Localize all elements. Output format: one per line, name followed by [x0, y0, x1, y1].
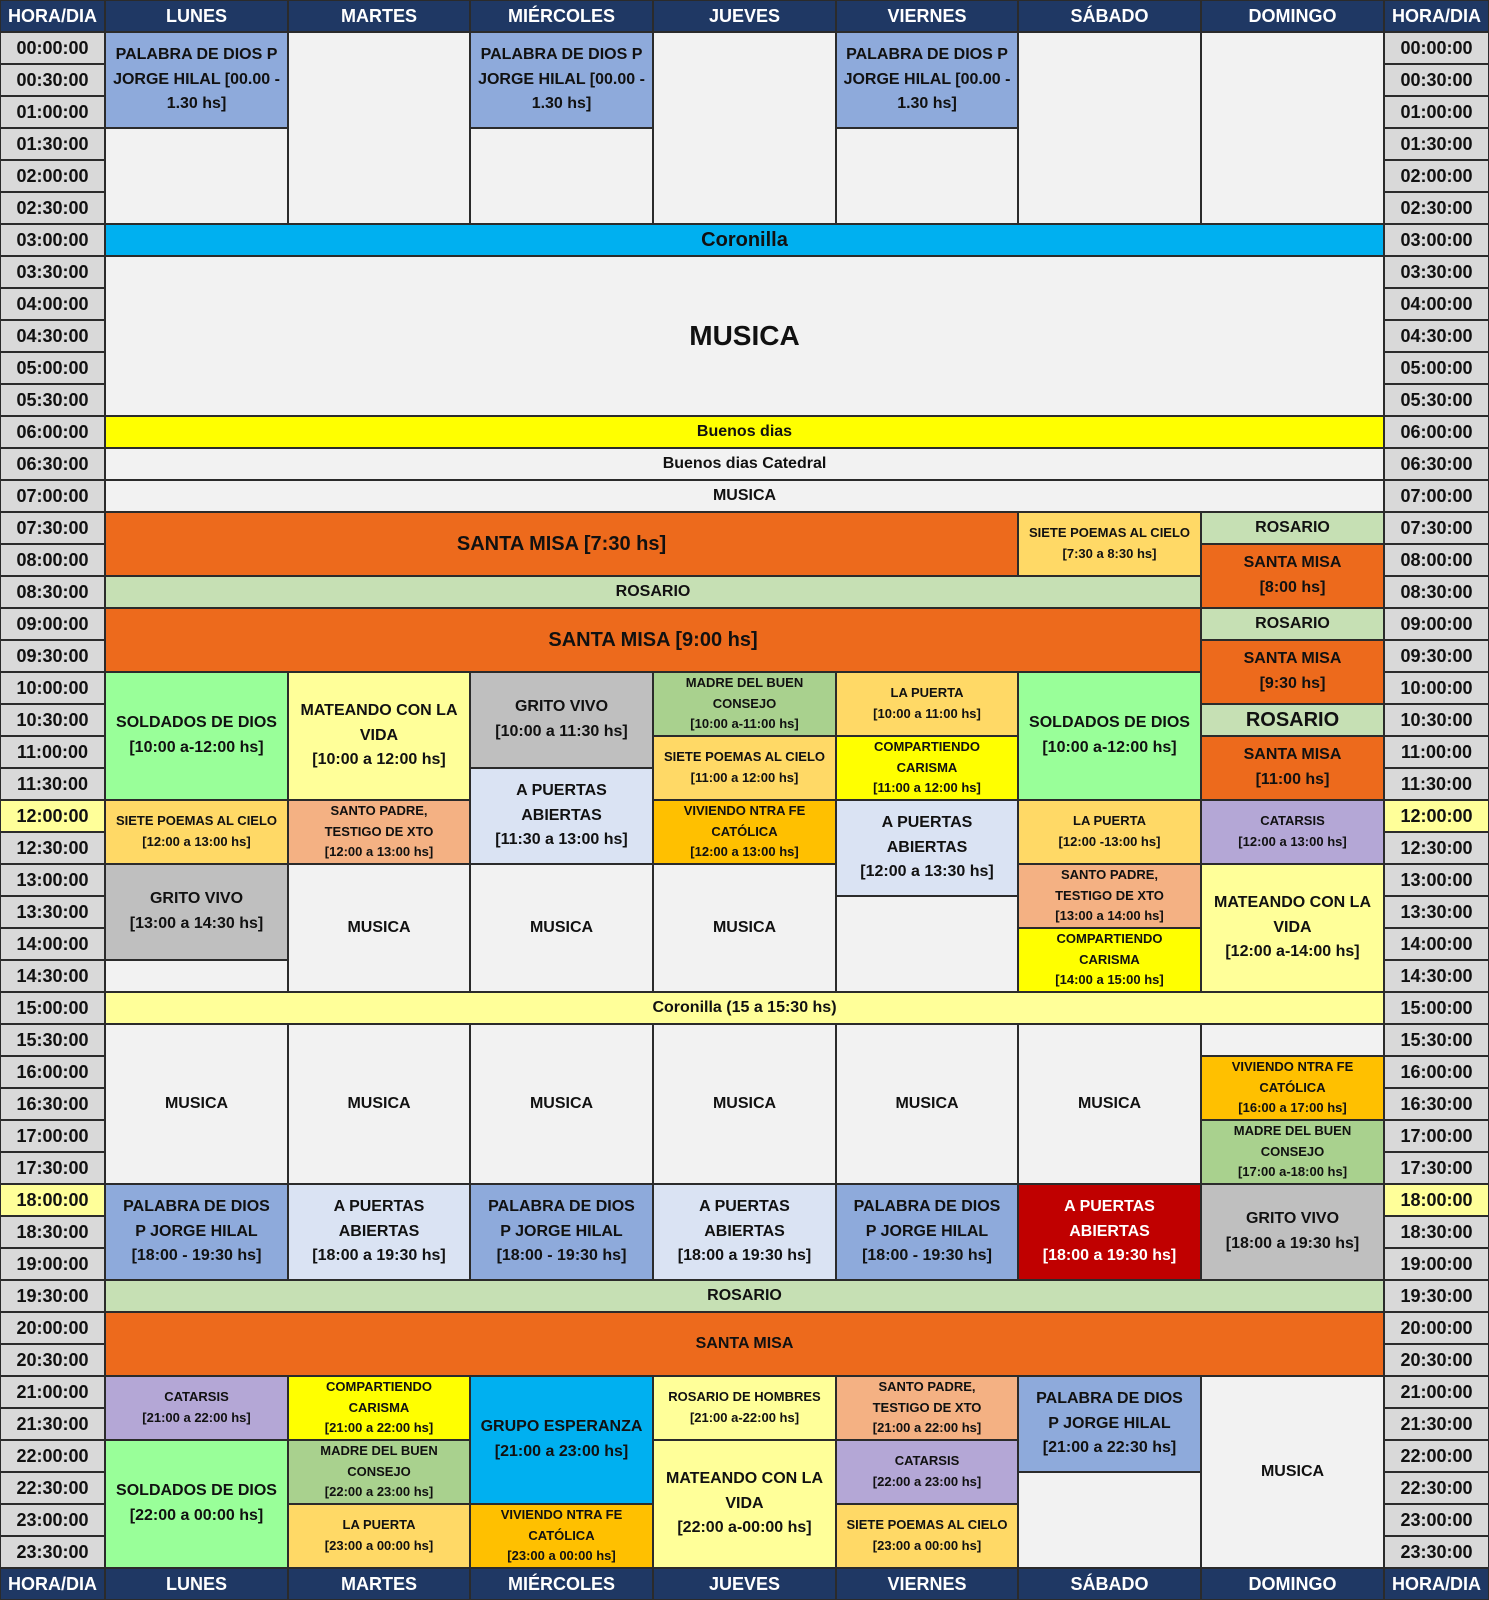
header-cell-3: MIÉRCOLES — [470, 0, 653, 32]
program-cell: PALABRA DE DIOS P JORGE HILAL [18:00 - 19:30 hs] — [105, 1184, 288, 1280]
program-cell: LA PUERTA [10:00 a 11:00 hs] — [836, 672, 1018, 736]
time-cell-left: 16:00:00 — [0, 1056, 105, 1088]
program-cell: SANTA MISA [8:00 hs] — [1201, 544, 1384, 608]
time-cell-left: 03:00:00 — [0, 224, 105, 256]
program-cell: SOLDADOS DE DIOS [10:00 a-12:00 hs] — [1018, 672, 1201, 800]
time-cell-right: 00:30:00 — [1384, 64, 1489, 96]
time-cell-right: 23:30:00 — [1384, 1536, 1489, 1568]
time-cell-left: 13:00:00 — [0, 864, 105, 896]
time-cell-left: 16:30:00 — [0, 1088, 105, 1120]
header-cell-0: HORA/DIA — [0, 0, 105, 32]
time-cell-left: 23:30:00 — [0, 1536, 105, 1568]
time-cell-right: 17:00:00 — [1384, 1120, 1489, 1152]
time-cell-left: 22:30:00 — [0, 1472, 105, 1504]
time-cell-right: 01:30:00 — [1384, 128, 1489, 160]
time-cell-left: 04:30:00 — [0, 320, 105, 352]
empty-cell — [1018, 1472, 1201, 1568]
time-cell-left: 15:00:00 — [0, 992, 105, 1024]
time-cell-left: 14:30:00 — [0, 960, 105, 992]
time-cell-right: 22:30:00 — [1384, 1472, 1489, 1504]
program-cell: MATEANDO CON LA VIDA [12:00 a-14:00 hs] — [1201, 864, 1384, 992]
time-cell-left: 00:00:00 — [0, 32, 105, 64]
empty-cell — [836, 896, 1018, 992]
program-cell: GRUPO ESPERANZA [21:00 a 23:00 hs] — [470, 1376, 653, 1504]
program-cell: GRITO VIVO [10:00 a 11:30 hs] — [470, 672, 653, 768]
program-cell: GRITO VIVO [13:00 a 14:30 hs] — [105, 864, 288, 960]
time-cell-right: 17:30:00 — [1384, 1152, 1489, 1184]
empty-cell — [105, 128, 288, 224]
program-cell: MUSICA — [470, 1024, 653, 1184]
time-cell-right: 09:30:00 — [1384, 640, 1489, 672]
time-cell-right: 05:00:00 — [1384, 352, 1489, 384]
time-cell-right: 21:30:00 — [1384, 1408, 1489, 1440]
footer-cell-4: JUEVES — [653, 1568, 836, 1600]
time-cell-right: 11:30:00 — [1384, 768, 1489, 800]
program-cell: Buenos dias Catedral — [105, 448, 1384, 480]
time-cell-left: 10:00:00 — [0, 672, 105, 704]
program-cell: LA PUERTA [12:00 -13:00 hs] — [1018, 800, 1201, 864]
time-cell-left: 11:00:00 — [0, 736, 105, 768]
time-cell-left: 09:30:00 — [0, 640, 105, 672]
time-cell-right: 03:00:00 — [1384, 224, 1489, 256]
time-cell-left: 18:30:00 — [0, 1216, 105, 1248]
time-cell-left: 05:30:00 — [0, 384, 105, 416]
program-cell: SIETE POEMAS AL CIELO [7:30 a 8:30 hs] — [1018, 512, 1201, 576]
time-cell-right: 13:00:00 — [1384, 864, 1489, 896]
program-cell: SANTA MISA [7:30 hs] — [105, 512, 1018, 576]
program-cell: ROSARIO — [105, 576, 1201, 608]
time-cell-right: 20:30:00 — [1384, 1344, 1489, 1376]
program-cell: A PUERTAS ABIERTAS [11:30 a 13:00 hs] — [470, 768, 653, 864]
header-cell-1: LUNES — [105, 0, 288, 32]
time-cell-right: 18:30:00 — [1384, 1216, 1489, 1248]
time-cell-left: 02:00:00 — [0, 160, 105, 192]
empty-cell — [105, 960, 288, 992]
program-cell: SIETE POEMAS AL CIELO [23:00 a 00:00 hs] — [836, 1504, 1018, 1568]
time-cell-right: 15:30:00 — [1384, 1024, 1489, 1056]
program-cell: Coronilla — [105, 224, 1384, 256]
time-cell-right: 02:00:00 — [1384, 160, 1489, 192]
time-cell-left: 06:30:00 — [0, 448, 105, 480]
time-cell-left: 08:30:00 — [0, 576, 105, 608]
program-cell: ROSARIO — [1201, 512, 1384, 544]
time-cell-right: 06:30:00 — [1384, 448, 1489, 480]
program-cell: ROSARIO — [105, 1280, 1384, 1312]
program-cell: MUSICA — [105, 1024, 288, 1184]
time-cell-left: 15:30:00 — [0, 1024, 105, 1056]
time-cell-left: 11:30:00 — [0, 768, 105, 800]
time-cell-left: 20:00:00 — [0, 1312, 105, 1344]
time-cell-left: 21:30:00 — [0, 1408, 105, 1440]
footer-cell-3: MIÉRCOLES — [470, 1568, 653, 1600]
program-cell: A PUERTAS ABIERTAS [18:00 a 19:30 hs] — [1018, 1184, 1201, 1280]
time-cell-right: 05:30:00 — [1384, 384, 1489, 416]
program-cell: A PUERTAS ABIERTAS [18:00 a 19:30 hs] — [288, 1184, 470, 1280]
empty-cell — [288, 32, 470, 224]
header-cell-4: JUEVES — [653, 0, 836, 32]
program-cell: VIVIENDO NTRA FE CATÓLICA [12:00 a 13:00 hs] — [653, 800, 836, 864]
program-cell: PALABRA DE DIOS P JORGE HILAL [00.00 - 1.30 hs] — [105, 32, 288, 128]
program-cell: MUSICA — [288, 1024, 470, 1184]
time-cell-left: 19:30:00 — [0, 1280, 105, 1312]
time-cell-left: 19:00:00 — [0, 1248, 105, 1280]
program-cell: PALABRA DE DIOS P JORGE HILAL [21:00 a 22:30 hs] — [1018, 1376, 1201, 1472]
program-cell: VIVIENDO NTRA FE CATÓLICA [16:00 a 17:00 hs] — [1201, 1056, 1384, 1120]
time-cell-right: 19:30:00 — [1384, 1280, 1489, 1312]
time-cell-left: 17:30:00 — [0, 1152, 105, 1184]
empty-cell — [1201, 32, 1384, 224]
header-cell-5: VIERNES — [836, 0, 1018, 32]
program-cell: A PUERTAS ABIERTAS [18:00 a 19:30 hs] — [653, 1184, 836, 1280]
footer-cell-2: MARTES — [288, 1568, 470, 1600]
time-cell-left: 18:00:00 — [0, 1184, 105, 1216]
time-cell-right: 02:30:00 — [1384, 192, 1489, 224]
time-cell-left: 01:00:00 — [0, 96, 105, 128]
program-cell: SOLDADOS DE DIOS [22:00 a 00:00 hs] — [105, 1440, 288, 1568]
program-cell: SANTA MISA [11:00 hs] — [1201, 736, 1384, 800]
time-cell-right: 01:00:00 — [1384, 96, 1489, 128]
program-cell: SANTA MISA [9:00 hs] — [105, 608, 1201, 672]
time-cell-right: 04:00:00 — [1384, 288, 1489, 320]
time-cell-left: 01:30:00 — [0, 128, 105, 160]
time-cell-left: 07:30:00 — [0, 512, 105, 544]
time-cell-right: 21:00:00 — [1384, 1376, 1489, 1408]
program-cell: MATEANDO CON LA VIDA [22:00 a-00:00 hs] — [653, 1440, 836, 1568]
program-cell: ROSARIO DE HOMBRES [21:00 a-22:00 hs] — [653, 1376, 836, 1440]
time-cell-right: 13:30:00 — [1384, 896, 1489, 928]
header-cell-7: DOMINGO — [1201, 0, 1384, 32]
time-cell-right: 03:30:00 — [1384, 256, 1489, 288]
program-cell: SANTO PADRE, TESTIGO DE XTO [13:00 a 14:00 hs] — [1018, 864, 1201, 928]
program-cell: GRITO VIVO [18:00 a 19:30 hs] — [1201, 1184, 1384, 1280]
program-cell: Buenos dias — [105, 416, 1384, 448]
program-cell: MUSICA — [836, 1024, 1018, 1184]
time-cell-right: 06:00:00 — [1384, 416, 1489, 448]
header-cell-6: SÁBADO — [1018, 0, 1201, 32]
time-cell-left: 09:00:00 — [0, 608, 105, 640]
program-cell: SIETE POEMAS AL CIELO [11:00 a 12:00 hs] — [653, 736, 836, 800]
program-cell: PALABRA DE DIOS P JORGE HILAL [00.00 - 1.30 hs] — [470, 32, 653, 128]
program-cell: LA PUERTA [23:00 a 00:00 hs] — [288, 1504, 470, 1568]
program-cell: PALABRA DE DIOS P JORGE HILAL [18:00 - 19:30 hs] — [470, 1184, 653, 1280]
program-cell: COMPARTIENDO CARISMA [11:00 a 12:00 hs] — [836, 736, 1018, 800]
empty-cell — [1018, 32, 1201, 224]
program-cell: SANTA MISA — [105, 1312, 1384, 1376]
program-cell: MUSICA — [653, 1024, 836, 1184]
time-cell-right: 10:30:00 — [1384, 704, 1489, 736]
time-cell-right: 09:00:00 — [1384, 608, 1489, 640]
program-cell: COMPARTIENDO CARISMA [14:00 a 15:00 hs] — [1018, 928, 1201, 992]
program-cell: ROSARIO — [1201, 704, 1384, 736]
time-cell-right: 14:30:00 — [1384, 960, 1489, 992]
program-cell: SANTO PADRE, TESTIGO DE XTO [21:00 a 22:00 hs] — [836, 1376, 1018, 1440]
program-cell: MUSICA — [105, 256, 1384, 416]
header-cell-2: MARTES — [288, 0, 470, 32]
time-cell-left: 03:30:00 — [0, 256, 105, 288]
program-cell: MUSICA — [653, 864, 836, 992]
time-cell-right: 00:00:00 — [1384, 32, 1489, 64]
time-cell-left: 14:00:00 — [0, 928, 105, 960]
footer-cell-0: HORA/DIA — [0, 1568, 105, 1600]
time-cell-right: 20:00:00 — [1384, 1312, 1489, 1344]
program-cell: MUSICA — [1201, 1376, 1384, 1568]
time-cell-right: 18:00:00 — [1384, 1184, 1489, 1216]
program-cell: SIETE POEMAS AL CIELO [12:00 a 13:00 hs] — [105, 800, 288, 864]
time-cell-right: 04:30:00 — [1384, 320, 1489, 352]
program-cell: MADRE DEL BUEN CONSEJO [22:00 a 23:00 hs] — [288, 1440, 470, 1504]
program-cell: VIVIENDO NTRA FE CATÓLICA [23:00 a 00:00 hs] — [470, 1504, 653, 1568]
program-cell: MUSICA — [288, 864, 470, 992]
program-cell: MADRE DEL BUEN CONSEJO [17:00 a-18:00 hs] — [1201, 1120, 1384, 1184]
program-cell: ROSARIO — [1201, 608, 1384, 640]
time-cell-right: 16:30:00 — [1384, 1088, 1489, 1120]
program-cell: MUSICA — [470, 864, 653, 992]
program-cell: CATARSIS [12:00 a 13:00 hs] — [1201, 800, 1384, 864]
time-cell-right: 08:30:00 — [1384, 576, 1489, 608]
time-cell-left: 04:00:00 — [0, 288, 105, 320]
time-cell-right: 11:00:00 — [1384, 736, 1489, 768]
time-cell-left: 23:00:00 — [0, 1504, 105, 1536]
program-cell: CATARSIS [22:00 a 23:00 hs] — [836, 1440, 1018, 1504]
empty-cell — [653, 32, 836, 224]
program-cell: A PUERTAS ABIERTAS [12:00 a 13:30 hs] — [836, 800, 1018, 896]
empty-cell — [470, 128, 653, 224]
time-cell-right: 19:00:00 — [1384, 1248, 1489, 1280]
time-cell-left: 22:00:00 — [0, 1440, 105, 1472]
time-cell-left: 12:00:00 — [0, 800, 105, 832]
program-cell: CATARSIS [21:00 a 22:00 hs] — [105, 1376, 288, 1440]
time-cell-left: 12:30:00 — [0, 832, 105, 864]
program-cell: MUSICA — [1018, 1024, 1201, 1184]
program-cell: Coronilla (15 a 15:30 hs) — [105, 992, 1384, 1024]
time-cell-left: 21:00:00 — [0, 1376, 105, 1408]
time-cell-left: 20:30:00 — [0, 1344, 105, 1376]
time-cell-right: 10:00:00 — [1384, 672, 1489, 704]
program-cell: SANTO PADRE, TESTIGO DE XTO [12:00 a 13:00 hs] — [288, 800, 470, 864]
time-cell-left: 13:30:00 — [0, 896, 105, 928]
time-cell-right: 14:00:00 — [1384, 928, 1489, 960]
time-cell-left: 02:30:00 — [0, 192, 105, 224]
time-cell-right: 16:00:00 — [1384, 1056, 1489, 1088]
time-cell-left: 06:00:00 — [0, 416, 105, 448]
time-cell-right: 07:30:00 — [1384, 512, 1489, 544]
program-cell: COMPARTIENDO CARISMA [21:00 a 22:00 hs] — [288, 1376, 470, 1440]
header-cell-8: HORA/DIA — [1384, 0, 1489, 32]
time-cell-left: 08:00:00 — [0, 544, 105, 576]
footer-cell-5: VIERNES — [836, 1568, 1018, 1600]
time-cell-left: 00:30:00 — [0, 64, 105, 96]
program-cell: SOLDADOS DE DIOS [10:00 a-12:00 hs] — [105, 672, 288, 800]
time-cell-right: 23:00:00 — [1384, 1504, 1489, 1536]
time-cell-right: 08:00:00 — [1384, 544, 1489, 576]
time-cell-right: 12:00:00 — [1384, 800, 1489, 832]
time-cell-right: 07:00:00 — [1384, 480, 1489, 512]
footer-cell-7: DOMINGO — [1201, 1568, 1384, 1600]
empty-cell — [1201, 1024, 1384, 1056]
program-cell: PALABRA DE DIOS P JORGE HILAL [00.00 - 1.30 hs] — [836, 32, 1018, 128]
program-cell: MADRE DEL BUEN CONSEJO [10:00 a-11:00 hs] — [653, 672, 836, 736]
time-cell-right: 22:00:00 — [1384, 1440, 1489, 1472]
time-cell-left: 10:30:00 — [0, 704, 105, 736]
footer-cell-6: SÁBADO — [1018, 1568, 1201, 1600]
footer-cell-1: LUNES — [105, 1568, 288, 1600]
empty-cell — [836, 128, 1018, 224]
time-cell-right: 12:30:00 — [1384, 832, 1489, 864]
program-cell: MATEANDO CON LA VIDA [10:00 a 12:00 hs] — [288, 672, 470, 800]
time-cell-left: 17:00:00 — [0, 1120, 105, 1152]
program-cell: PALABRA DE DIOS P JORGE HILAL [18:00 - 19:30 hs] — [836, 1184, 1018, 1280]
time-cell-left: 07:00:00 — [0, 480, 105, 512]
footer-cell-8: HORA/DIA — [1384, 1568, 1489, 1600]
program-cell: MUSICA — [105, 480, 1384, 512]
program-cell: SANTA MISA [9:30 hs] — [1201, 640, 1384, 704]
time-cell-right: 15:00:00 — [1384, 992, 1489, 1024]
time-cell-left: 05:00:00 — [0, 352, 105, 384]
